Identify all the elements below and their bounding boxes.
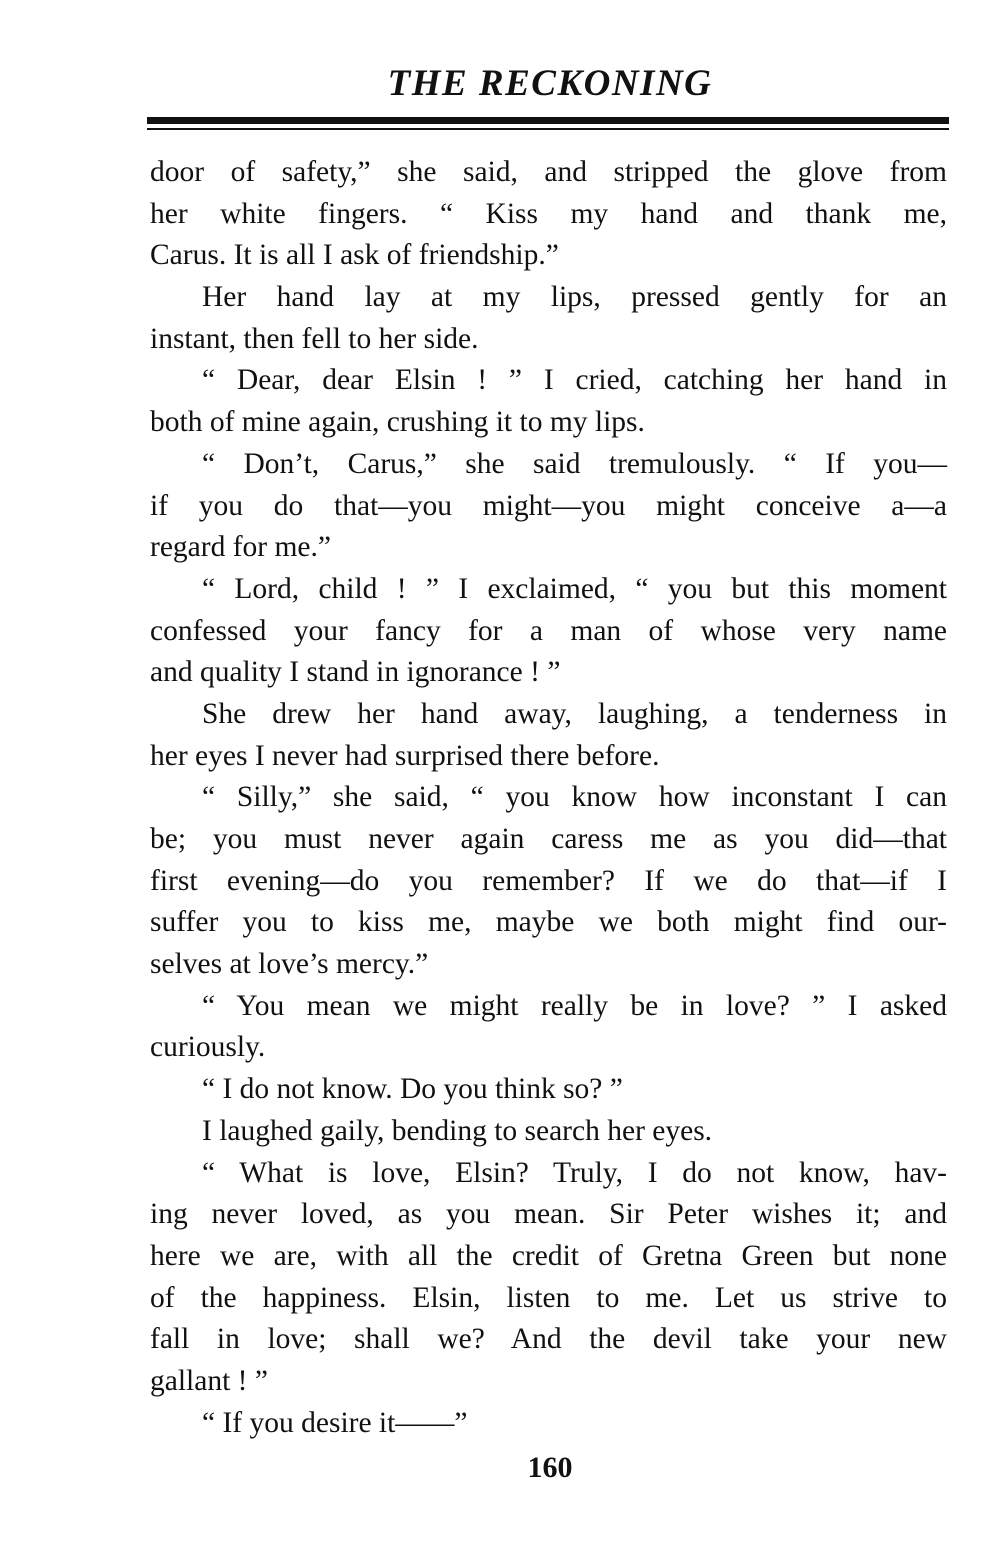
text-line: instant, then fell to her side. xyxy=(150,322,479,355)
text-line: here we are, with all the credit of Gretna Green but none xyxy=(150,1239,947,1272)
page-number: 160 xyxy=(527,1451,573,1484)
text-line: “ What is love, Elsin? Truly, I do not know, hav- xyxy=(202,1156,947,1189)
text-line: gallant ! ” xyxy=(150,1364,268,1397)
text-line: “ If you desire it——” xyxy=(202,1406,468,1439)
text-line: curiously. xyxy=(150,1031,266,1064)
text-line: Her hand lay at my lips, pressed gently for an xyxy=(202,281,947,314)
text-line: her eyes I never had surprised there before. xyxy=(150,739,660,772)
text-line: regard for me.” xyxy=(150,531,331,564)
text-line: and quality I stand in ignorance ! ” xyxy=(150,656,561,689)
text-line: her white fingers. “ Kiss my hand and thank me, xyxy=(150,197,947,230)
text-line: door of safety,” she said, and stripped the glove from xyxy=(150,156,947,188)
header-rule-thin xyxy=(147,128,949,130)
text-line: suffer you to kiss me, maybe we both might find our- xyxy=(150,906,947,939)
text-line: both of mine again, crushing it to my lips. xyxy=(150,406,645,439)
text-line: I laughed gaily, bending to search her eyes. xyxy=(202,1114,713,1147)
text-line: of the happiness. Elsin, listen to me. Let us strive to xyxy=(150,1281,947,1314)
text-line: ing never loved, as you mean. Sir Peter wishes it; and xyxy=(150,1198,947,1231)
text-line: She drew her hand away, laughing, a tenderness in xyxy=(202,697,947,730)
running-title: THE RECKONING xyxy=(387,63,713,104)
text-line: fall in love; shall we? And the devil take your new xyxy=(150,1323,947,1356)
text-line: “ You mean we might really be in love? ” I asked xyxy=(202,989,947,1022)
text-line: “ I do not know. Do you think so? ” xyxy=(202,1073,623,1106)
text-line: be; you must never again caress me as you did—that xyxy=(150,823,947,855)
text-line: “ Dear, dear Elsin ! ” I cried, catching her hand in xyxy=(202,364,947,397)
text-line: first evening—do you remember? If we do that—if I xyxy=(150,864,947,897)
book-page xyxy=(150,0,950,1565)
text-line: if you do that—you might—you might conceive a—a xyxy=(150,489,947,522)
text-line: “ Silly,” she said, “ you know how inconstant I can xyxy=(202,781,947,814)
text-line: “ Lord, child ! ” I exclaimed, “ you but this moment xyxy=(202,572,947,605)
body-text xyxy=(150,152,947,1444)
text-line: “ Don’t, Carus,” she said tremulously. “ If you— xyxy=(202,447,947,480)
text-line: Carus. It is all I ask of friendship.” xyxy=(150,239,559,272)
text-line: selves at love’s mercy.” xyxy=(150,948,429,981)
header-rule-thick xyxy=(147,117,949,124)
text-line: confessed your fancy for a man of whose very name xyxy=(150,614,947,647)
